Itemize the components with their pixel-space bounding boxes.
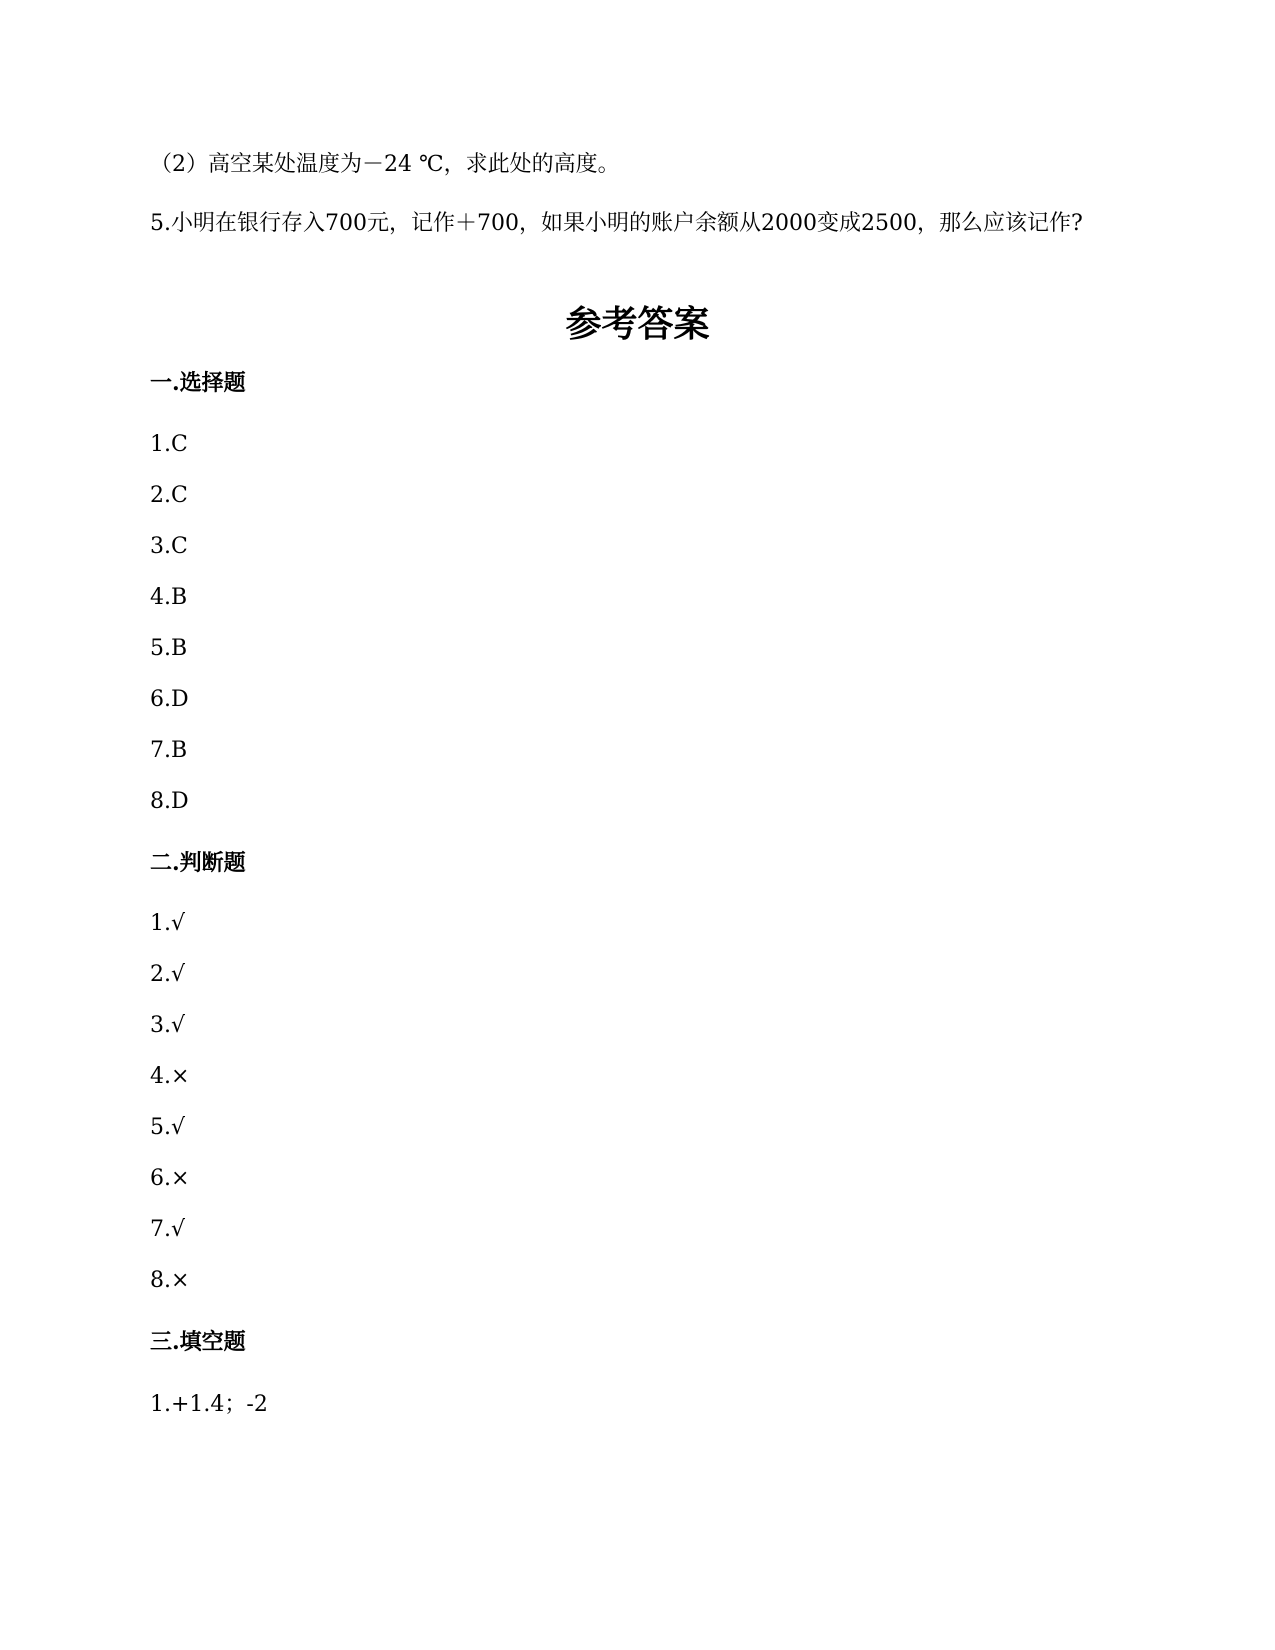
answer-item: 4.B [150, 585, 188, 610]
answer-item: 1.√ [150, 911, 186, 936]
question-4-part-2: （2）高空某处温度为－24 ℃，求此处的高度。 [150, 152, 620, 177]
section-heading-fill-in-blank: 三.填空题 [150, 1329, 246, 1355]
answer-item: 5.B [150, 636, 188, 661]
answer-item: 6.× [150, 1166, 190, 1191]
answer-key-title: 参考答案 [565, 303, 710, 345]
answer-item: 2.C [150, 483, 188, 508]
answer-item: 6.D [150, 687, 189, 712]
answer-item: 7.B [150, 738, 188, 763]
section-heading-multiple-choice: 一.选择题 [150, 370, 246, 396]
answer-item: 5.√ [150, 1115, 186, 1140]
answer-item: 3.√ [150, 1013, 186, 1038]
answer-item: 2.√ [150, 962, 186, 987]
answer-item: 1.+1.4；-2 [150, 1392, 268, 1417]
answer-item: 4.× [150, 1064, 190, 1089]
question-5: 5.小明在银行存入700元，记作＋700，如果小明的账户余额从2000变成2500，那么应该记作? [150, 211, 1083, 236]
answer-item: 7.√ [150, 1217, 186, 1242]
answer-item: 8.D [150, 789, 189, 814]
answer-item: 1.C [150, 432, 188, 457]
section-heading-true-false: 二.判断题 [150, 850, 246, 876]
answer-item: 8.× [150, 1268, 190, 1293]
answer-item: 3.C [150, 534, 188, 559]
